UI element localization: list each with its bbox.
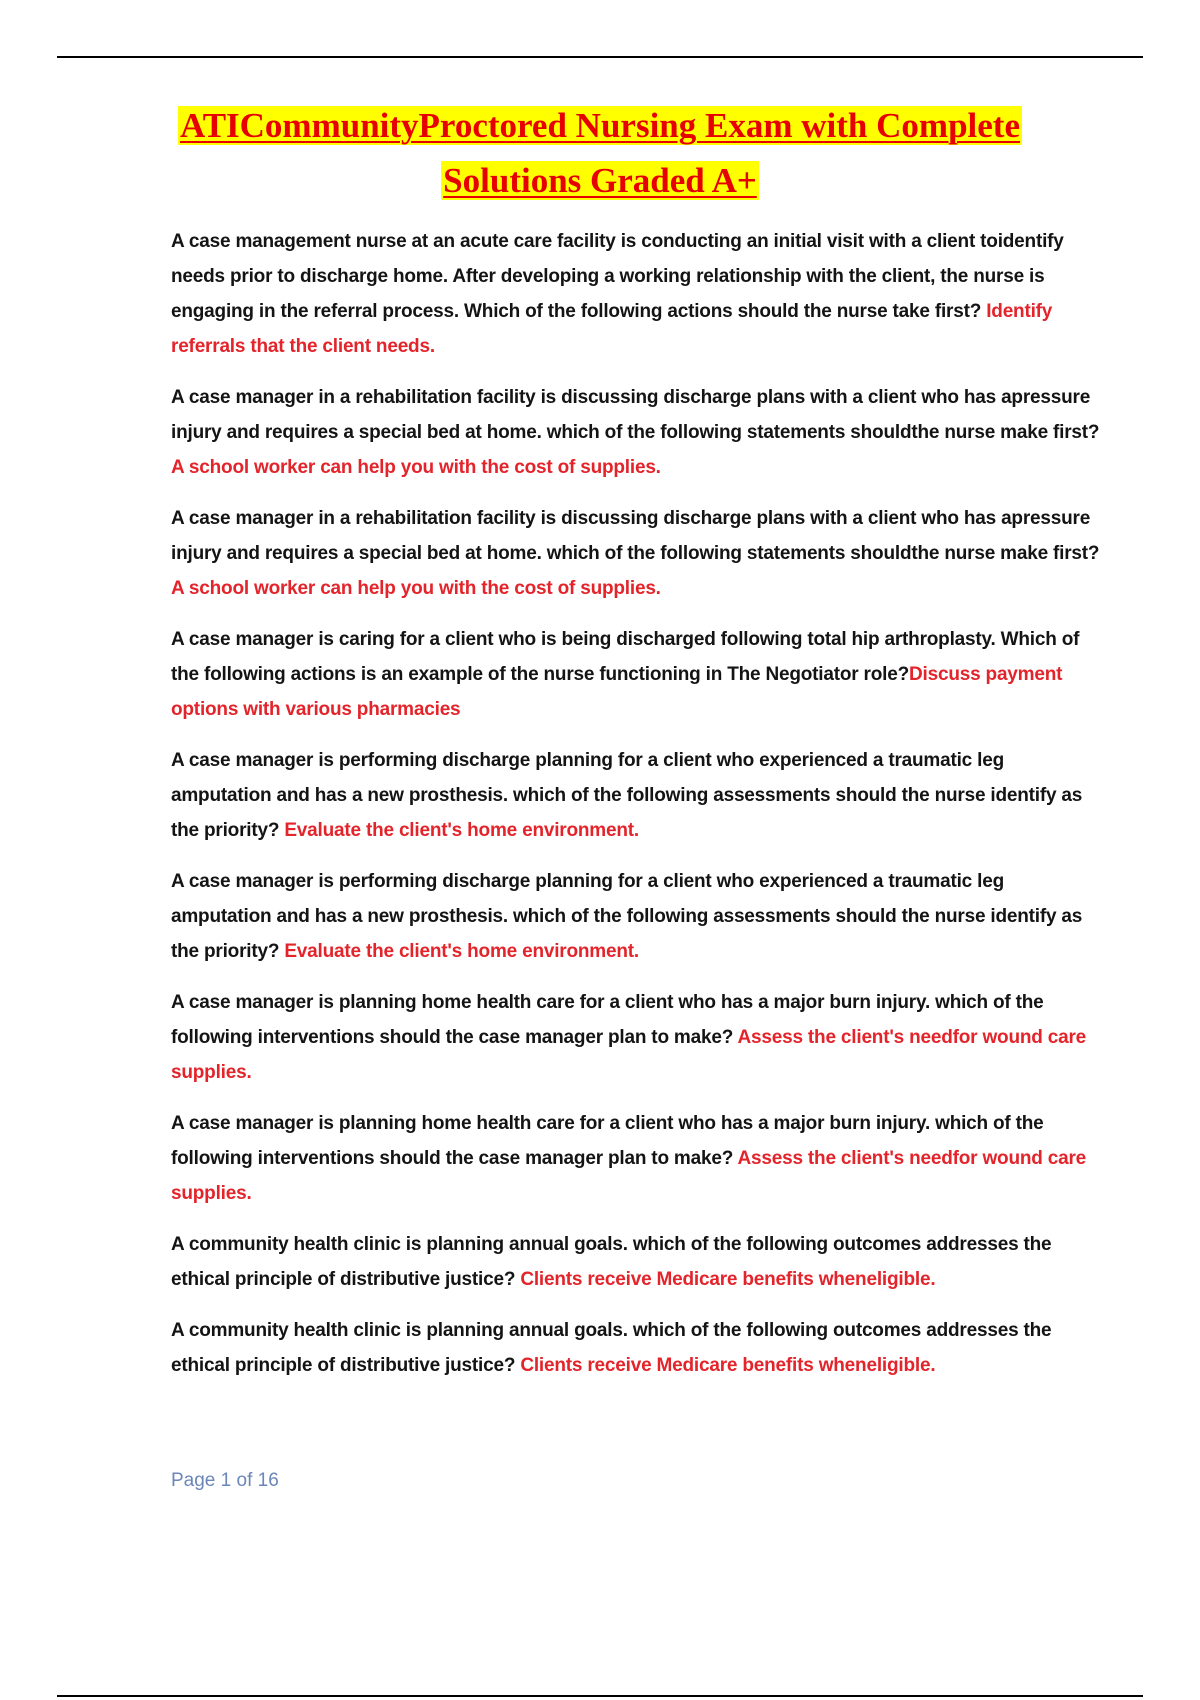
answer-text: Clients receive Medicare benefits wheneligible. xyxy=(520,1355,936,1376)
question-text: A case manager is performing discharge planning for a client who experienced a traumatic leg amputation and has a new prosthesis. which of the following assessments should the nurse identify as the priority? xyxy=(171,871,1083,962)
qa-item xyxy=(171,1106,1101,1211)
qa-list xyxy=(171,224,1101,1399)
question-text: A case manager is caring for a client who is being discharged following total hip arthroplasty. Which of the following actions is an example of the nurse functioning in The Negotiator role? xyxy=(171,629,1080,685)
qa-item xyxy=(171,1313,1101,1383)
answer-text: Evaluate the client's home environment. xyxy=(284,820,639,841)
question-text: A case manager in a rehabilitation facility is discussing discharge plans with a client who has apressure injury and requires a special bed at home. which of the following statements shouldthe nurse make first? xyxy=(171,387,1100,443)
qa-item xyxy=(171,224,1101,364)
question-text: A community health clinic is planning annual goals. which of the following outcomes addresses the ethical principle of distributive justice? xyxy=(171,1320,1052,1376)
qa-item xyxy=(171,864,1101,969)
question-text: A community health clinic is planning annual goals. which of the following outcomes addresses the ethical principle of distributive justice? xyxy=(171,1234,1052,1290)
question-text: A case manager in a rehabilitation facility is discussing discharge plans with a client who has apressure injury and requires a special bed at home. which of the following statements shouldthe nurse make first? xyxy=(171,508,1100,564)
qa-item xyxy=(171,985,1101,1090)
answer-text: Evaluate the client's home environment. xyxy=(284,941,639,962)
answer-text: Discuss payment options with various pharmacies xyxy=(171,664,1063,720)
answer-text: Identify referrals that the client needs. xyxy=(171,301,1053,357)
top-rule xyxy=(57,56,1143,58)
bottom-rule xyxy=(57,1695,1143,1697)
question-text: A case manager is planning home health care for a client who has a major burn injury. which of the following interventions should the case manager plan to make? xyxy=(171,1113,1044,1169)
question-text: A case manager is performing discharge planning for a client who experienced a traumatic leg amputation and has a new prosthesis. which of the following assessments should the nurse identify as the priority? xyxy=(171,750,1083,841)
title-line-2: Solutions Graded A+ xyxy=(443,161,757,200)
question-text: A case management nurse at an acute care facility is conducting an initial visit with a client toidentify needs prior to discharge home. After developing a working relationship with the client, the nurse is engaging in the referral process. Which of the following actions should the nurse take first? xyxy=(171,231,1064,322)
qa-item xyxy=(171,501,1101,606)
qa-item xyxy=(171,743,1101,848)
qa-item xyxy=(171,622,1101,727)
document-title xyxy=(150,98,1050,208)
answer-text: Assess the client's needfor wound care supplies. xyxy=(171,1027,1087,1083)
answer-text: A school worker can help you with the cost of supplies. xyxy=(171,457,661,478)
question-text: A case manager is planning home health care for a client who has a major burn injury. which of the following interventions should the case manager plan to make? xyxy=(171,992,1044,1048)
qa-item xyxy=(171,380,1101,485)
qa-item xyxy=(171,1227,1101,1297)
answer-text: Assess the client's needfor wound care supplies. xyxy=(171,1148,1087,1204)
answer-text: Clients receive Medicare benefits wheneligible. xyxy=(520,1269,936,1290)
answer-text: A school worker can help you with the cost of supplies. xyxy=(171,578,661,599)
title-line-1: ATICommunityProctored Nursing Exam with Complete xyxy=(180,106,1020,145)
page-number: Page 1 of 16 xyxy=(171,1470,279,1491)
